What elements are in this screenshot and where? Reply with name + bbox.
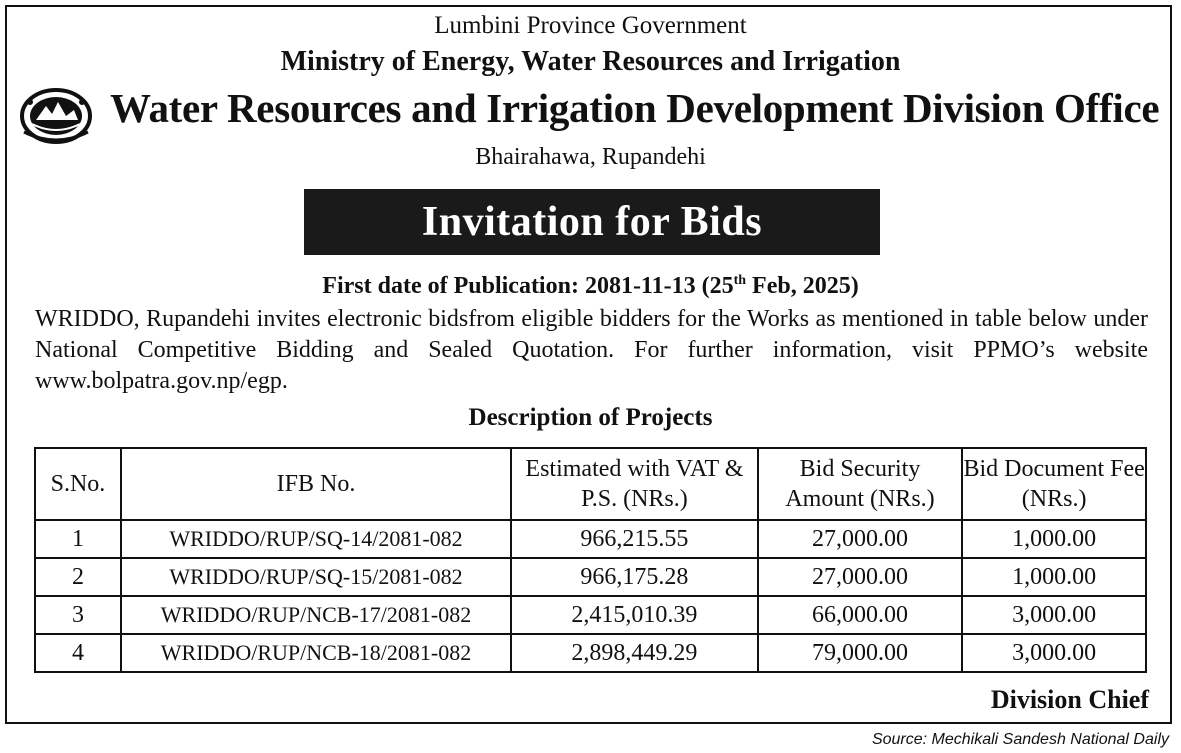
cell-sno: 4 <box>35 634 121 672</box>
publication-date <box>0 273 1181 300</box>
notice-title: Invitation for Bids <box>304 189 880 255</box>
cell-document-fee: 1,000.00 <box>962 558 1146 596</box>
header-document-fee: Bid Document Fee (NRs.) <box>962 448 1146 520</box>
cell-ifb-no: WRIDDO/RUP/NCB-18/2081-082 <box>121 634 511 672</box>
cell-bid-security: 66,000.00 <box>758 596 963 634</box>
table-row <box>35 520 1146 558</box>
cell-estimated-cost: 2,415,010.39 <box>511 596 758 634</box>
cell-estimated-cost: 966,215.55 <box>511 520 758 558</box>
cell-estimated-cost: 966,175.28 <box>511 558 758 596</box>
cell-bid-security: 27,000.00 <box>758 558 963 596</box>
cell-estimated-cost: 2,898,449.29 <box>511 634 758 672</box>
cell-document-fee: 3,000.00 <box>962 596 1146 634</box>
cell-sno: 1 <box>35 520 121 558</box>
table-header-row <box>35 448 1146 520</box>
ministry-name: Ministry of Energy, Water Resources and Irrigation <box>280 46 901 77</box>
cell-ifb-no: WRIDDO/RUP/SQ-14/2081-082 <box>121 520 511 558</box>
office-name: Water Resources and Irrigation Development Division Office <box>110 85 1160 131</box>
government-name: Lumbini Province Government <box>434 12 747 39</box>
cell-ifb-no: WRIDDO/RUP/SQ-15/2081-082 <box>121 558 511 596</box>
header-estimated-cost: Estimated with VAT & P.S. (NRs.) <box>511 448 758 520</box>
cell-document-fee: 3,000.00 <box>962 634 1146 672</box>
table-row <box>35 558 1146 596</box>
header-ifb-no: IFB No. <box>121 448 511 520</box>
intro-paragraph: WRIDDO, Rupandehi invites electronic bidsfrom eligible bidders for the Works as mentioned in table below under National Competitive Bidding and Sealed Quotation. For further information, visit PPMO’s website www.bolpatra.gov.np/egp. <box>35 306 1148 394</box>
header-sno: S.No. <box>35 448 121 520</box>
projects-title: Description of Projects <box>468 404 713 431</box>
projects-table <box>34 447 1147 673</box>
cell-bid-security: 27,000.00 <box>758 520 963 558</box>
publication-date-prefix: First date of Publication: 2081-11-13 (25 <box>322 273 734 299</box>
header-bid-security: Bid Security Amount (NRs.) <box>758 448 963 520</box>
source-credit: Source: Mechikali Sandesh National Daily <box>871 731 1169 748</box>
cell-sno: 2 <box>35 558 121 596</box>
table-row <box>35 596 1146 634</box>
table-row <box>35 634 1146 672</box>
cell-sno: 3 <box>35 596 121 634</box>
cell-ifb-no: WRIDDO/RUP/NCB-17/2081-082 <box>121 596 511 634</box>
signature: Division Chief <box>990 685 1149 714</box>
cell-document-fee: 1,000.00 <box>962 520 1146 558</box>
publication-date-suffix: Feb, 2025) <box>746 273 859 299</box>
cell-bid-security: 79,000.00 <box>758 634 963 672</box>
nepal-government-emblem-icon <box>18 86 94 144</box>
office-location: Bhairahawa, Rupandehi <box>475 144 706 170</box>
publication-date-ordinal: th <box>733 273 747 288</box>
